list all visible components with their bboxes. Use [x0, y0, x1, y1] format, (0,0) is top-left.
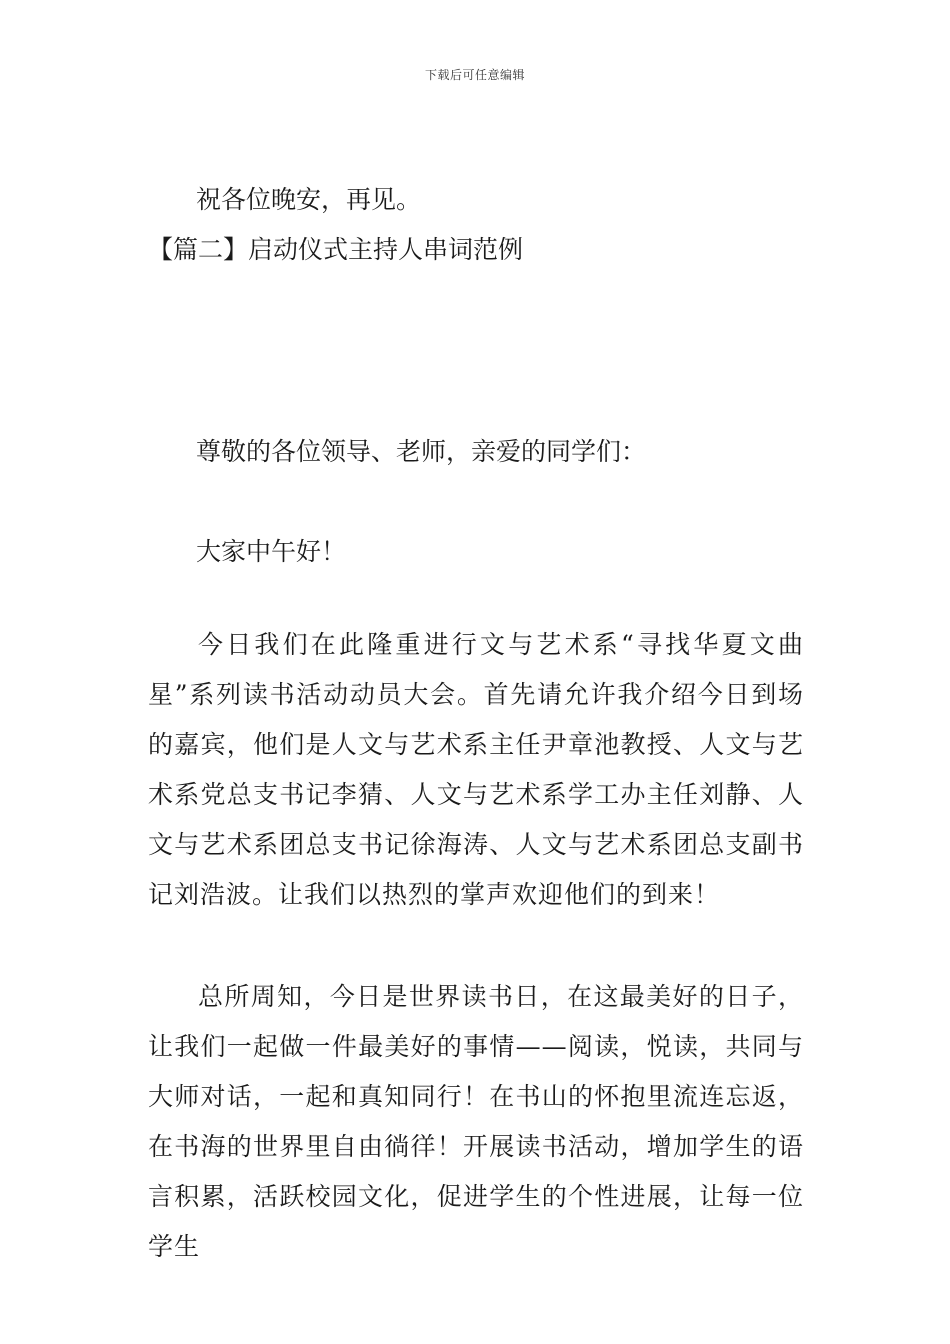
header-note: 下载后可任意编辑	[424, 68, 525, 82]
salutation-line: 尊敬的各位领导、老师，亲爱的同学们：	[196, 437, 647, 466]
greeting-line: 大家中午好！	[196, 537, 347, 566]
paragraph-reading-day: 总所周知，今日是世界读书日，在这最美好的日子，让我们一起做一件最美好的事情——阅读，悦读，共同与大师对话，一起和真知同行！在书山的怀抱里流连忘返，在书海的世界里自由徜徉！开展读书活动，增加学生的语言积累，活跃校园文化，促进学生的个性进展，让每一位学生	[148, 982, 804, 1261]
paragraph-intro-guests: 今日我们在此隆重进行文与艺术系“寻找华夏文曲星”系列读书活动动员大会。首先请允许我介绍今日到场的嘉宾，他们是人文与艺术系主任尹章池教授、人文与艺术系党总支书记李猜、人文与艺术系学工办主任刘静、人文与艺术系团总支书记徐海涛、人文与艺术系团总支副书记刘浩波。让我们以热烈的掌声欢迎他们的到来！	[148, 630, 804, 909]
section-heading: 【篇二】启动仪式主持人串词范例	[148, 235, 524, 264]
closing-line: 祝各位晚安，再见。	[196, 185, 422, 214]
